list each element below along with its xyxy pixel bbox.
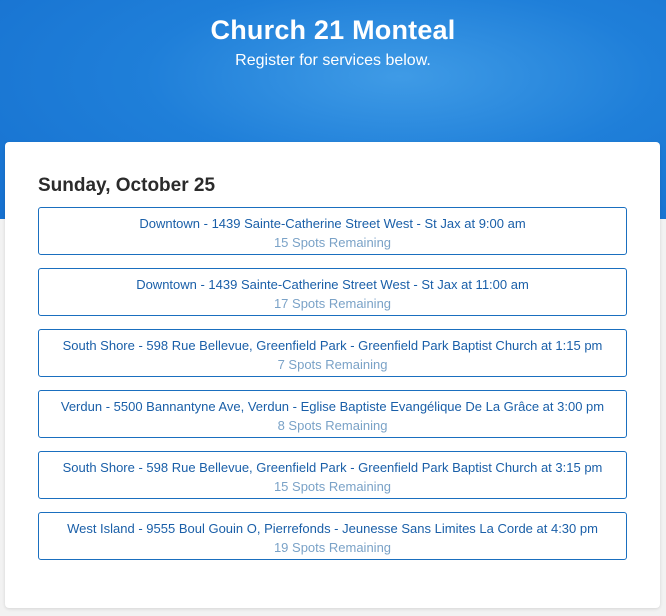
page-subtitle: Register for services below. <box>235 52 431 69</box>
service-list <box>38 207 627 573</box>
date-heading: Sunday, October 25 <box>38 175 216 196</box>
service-slot-title: Verdun - 5500 Bannantyne Ave, Verdun - Eglise Baptiste Evangélique De La Grâce at 3:00 pm <box>60 399 605 414</box>
service-slot-button[interactable] <box>38 390 627 438</box>
service-slot-title: Downtown - 1439 Sainte-Catherine Street West - St Jax at 11:00 am <box>136 277 529 292</box>
service-slot-button[interactable] <box>38 207 627 255</box>
service-slot-spots: 8 Spots Remaining <box>277 418 388 433</box>
service-slot-button[interactable] <box>38 329 627 377</box>
page-title: Church 21 Monteal <box>210 15 456 45</box>
service-slot-title: Downtown - 1439 Sainte-Catherine Street West - St Jax at 9:00 am <box>139 216 526 231</box>
service-slot-title: South Shore - 598 Rue Bellevue, Greenfield Park - Greenfield Park Baptist Church at 1:15 pm <box>62 338 603 353</box>
service-slot-button[interactable] <box>38 268 627 316</box>
service-slot-spots: 17 Spots Remaining <box>273 296 392 311</box>
service-slot-title: West Island - 9555 Boul Gouin O, Pierrefonds - Jeunesse Sans Limites La Corde at 4:30 pm <box>67 521 598 536</box>
service-slot-spots: 7 Spots Remaining <box>277 357 388 372</box>
service-slot-button[interactable] <box>38 512 627 560</box>
services-card <box>5 142 660 608</box>
service-slot-title: South Shore - 598 Rue Bellevue, Greenfield Park - Greenfield Park Baptist Church at 3:15 pm <box>62 460 603 475</box>
service-slot-button[interactable] <box>38 451 627 499</box>
service-slot-spots: 15 Spots Remaining <box>273 479 392 494</box>
service-slot-spots: 19 Spots Remaining <box>273 540 392 555</box>
service-slot-spots: 15 Spots Remaining <box>273 235 392 250</box>
